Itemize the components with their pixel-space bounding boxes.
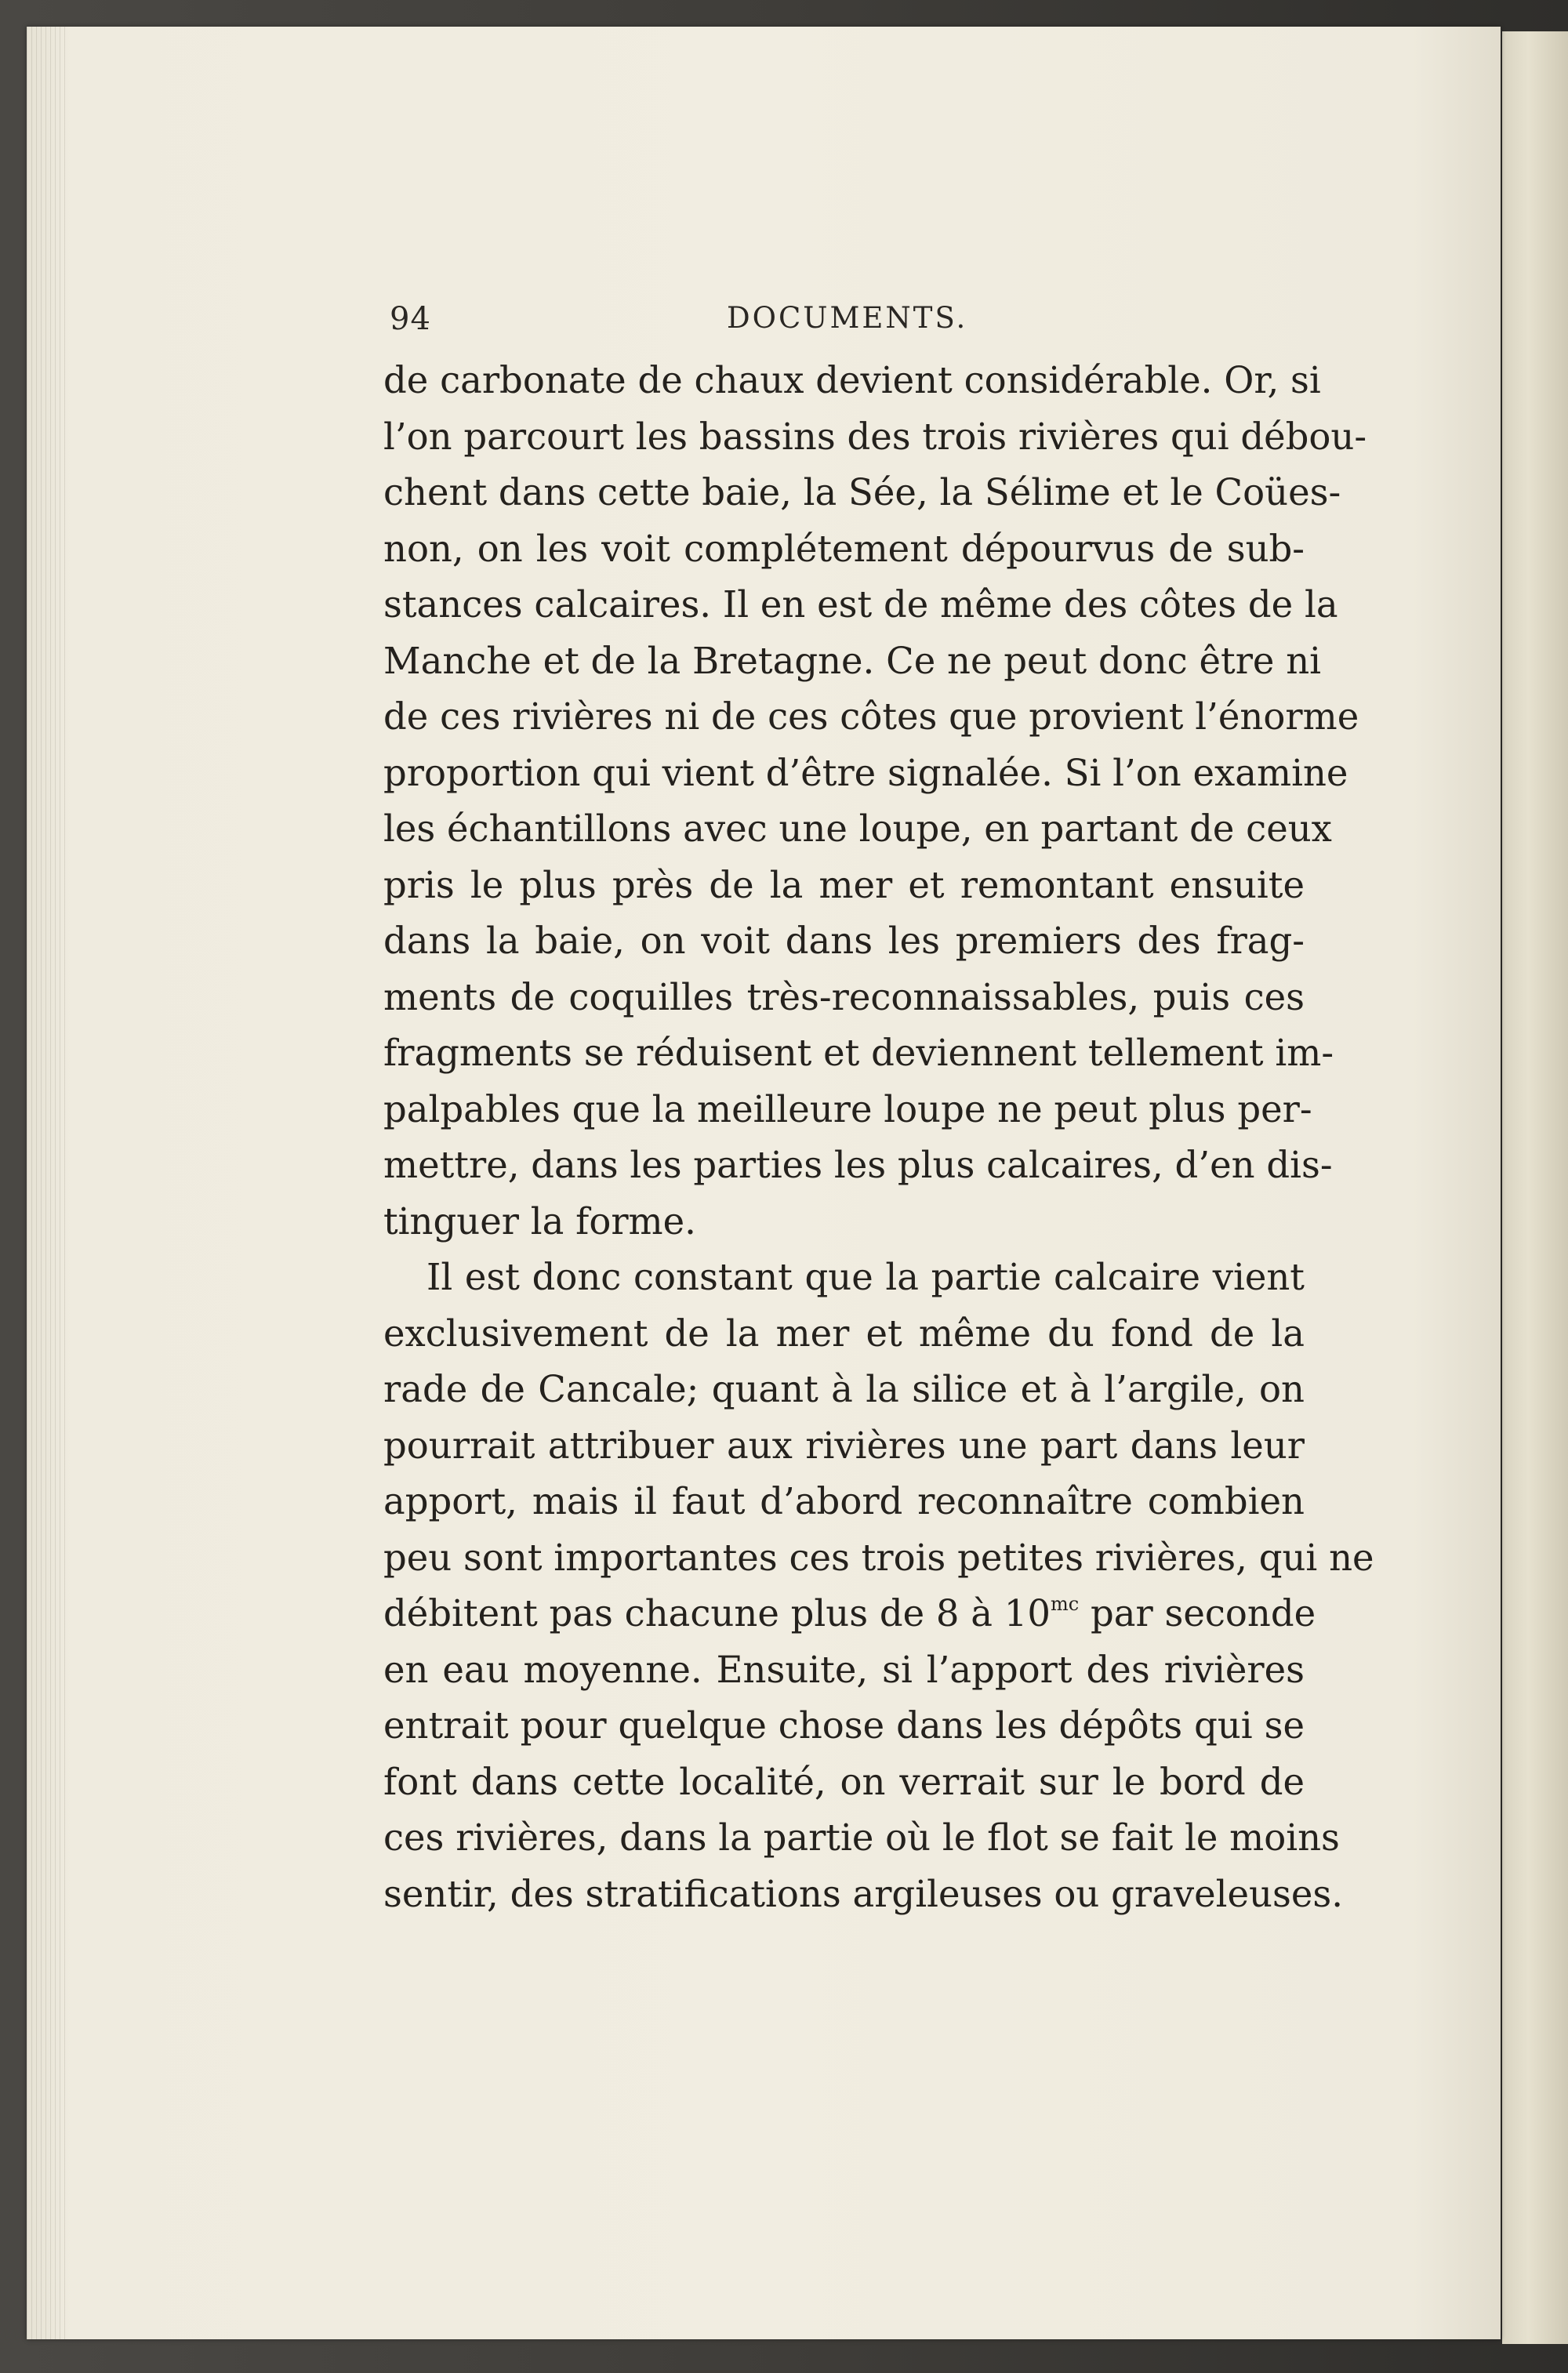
body-text [383, 353, 1374, 1922]
text-line: pourrait attribuer aux rivières une part dans leur [383, 1424, 1305, 1467]
text-line: stances calcaires. Il en est de même des côtes de la [383, 583, 1338, 626]
adjacent-page-edge [1502, 31, 1568, 2344]
unit-superscript: mc [1050, 1593, 1080, 1615]
text-line: l’on parcourt les bassins des trois rivières qui débou- [383, 415, 1367, 458]
text-line: entrait pour quelque chose dans les dépôts qui se [383, 1704, 1305, 1747]
text-line: peu sont importantes ces trois petites rivières, qui ne [383, 1536, 1374, 1579]
text-line: tinguer la forme. [383, 1199, 696, 1243]
running-title: DOCUMENTS. [727, 301, 968, 335]
text-line: exclusivement de la mer et même du fond de la [383, 1312, 1305, 1355]
text-line-with-superscript [383, 1586, 1316, 1642]
text-line: non, on les voit complétement dépourvus de sub- [383, 527, 1305, 570]
text-line: apport, mais il faut d’abord reconnaître combien [383, 1480, 1305, 1522]
text-line: rade de Cancale; quant à la silice et à l’argile, on [383, 1368, 1305, 1410]
paragraph-2 [383, 1250, 1374, 1922]
paragraph-1 [383, 353, 1367, 1250]
text-line: mettre, dans les parties les plus calcaires, d’en dis- [383, 1144, 1333, 1186]
text-line: de ces rivières ni de ces côtes que provient l’énorme [383, 695, 1359, 738]
text-line: Il est donc constant que la partie calcaire vient [426, 1256, 1305, 1298]
text-line: font dans cette localité, on verrait sur le bord de [383, 1760, 1305, 1803]
text-line-head: débitent pas chacune plus de 8 à 10 [383, 1592, 1051, 1635]
text-line: chent dans cette baie, la Sée, la Sélime et le Coües- [383, 471, 1341, 513]
text-line: fragments se réduisent et deviennent tellement im- [383, 1032, 1334, 1074]
page-number: 94 [390, 301, 431, 337]
text-line: en eau moyenne. Ensuite, si l’apport des rivières [383, 1648, 1305, 1691]
text-line-tail: par seconde [1079, 1592, 1316, 1635]
text-line: pris le plus près de la mer et remontant ensuite [383, 863, 1305, 906]
text-line: de carbonate de chaux devient considérable. Or, si [383, 359, 1321, 401]
running-head [390, 298, 1299, 345]
text-line: les échantillons avec une loupe, en partant de ceux [383, 807, 1332, 850]
text-line: proportion qui vient d’être signalée. Si l’on examine [383, 751, 1348, 794]
text-line: sentir, des stratifications argileuses ou graveleuses. [383, 1872, 1344, 1915]
page-gutter [27, 27, 66, 2339]
text-line: palpables que la meilleure loupe ne peut plus per- [383, 1087, 1312, 1130]
text-line: dans la baie, on voit dans les premiers des frag- [383, 920, 1305, 962]
text-line: ments de coquilles très-reconnaissables, puis ces [383, 975, 1305, 1018]
text-line: ces rivières, dans la partie où le flot se fait le moins [383, 1816, 1340, 1859]
text-line: Manche et de la Bretagne. Ce ne peut donc être ni [383, 639, 1322, 682]
